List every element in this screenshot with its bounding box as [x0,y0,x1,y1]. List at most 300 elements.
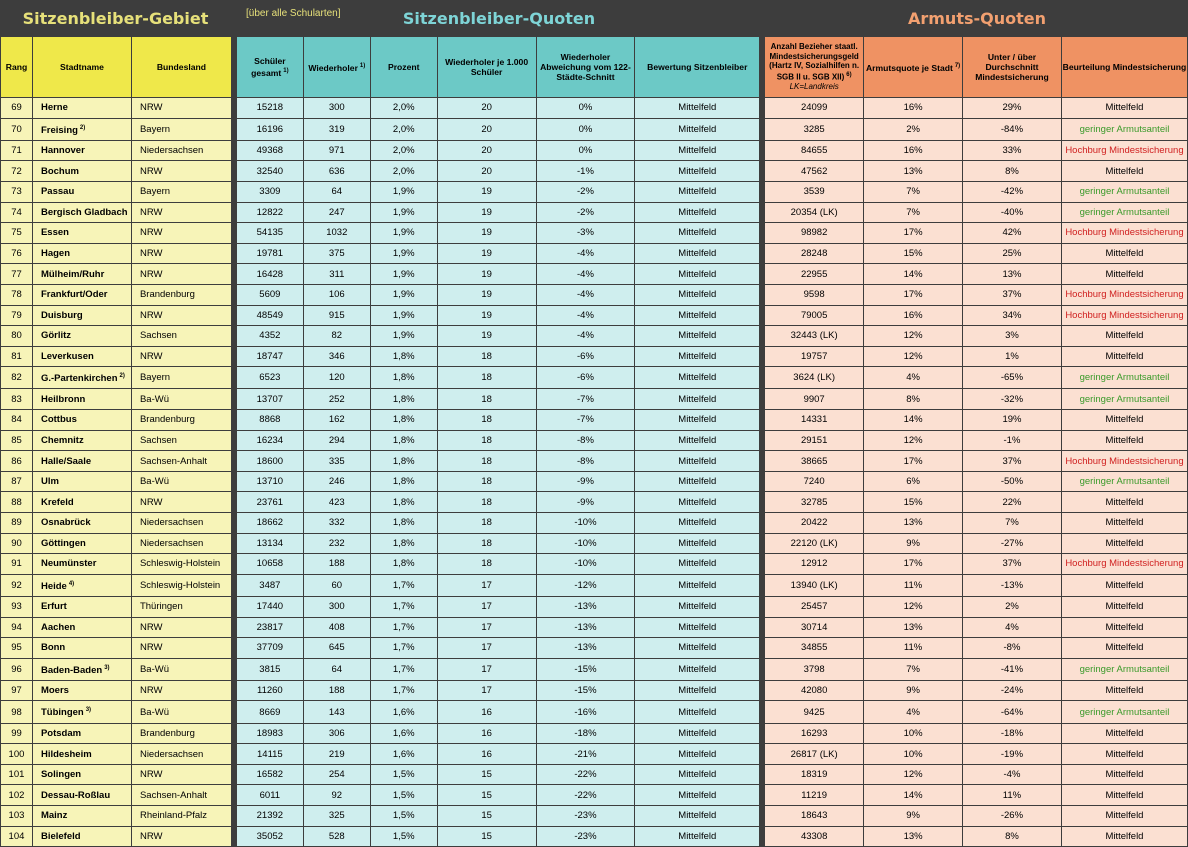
cell-unter-ueber: 34% [963,305,1062,326]
cell-beurteilung: Mittelfeld [1061,596,1187,617]
cell-unter-ueber: -26% [963,806,1062,827]
cell-bundesland: Schleswig-Holstein [131,554,231,575]
cell-unter-ueber: 25% [963,243,1062,264]
cell-stadtname [32,140,131,161]
table-row [1,554,1188,575]
cell-beurteilung: Mittelfeld [1061,723,1187,744]
cell-abweichung: -4% [536,264,635,285]
cell-je1000: 17 [437,574,536,596]
cell-beurteilung: Mittelfeld [1061,98,1187,119]
cell-stadtname [32,492,131,513]
cell-abweichung: -18% [536,723,635,744]
cell-je1000: 19 [437,202,536,223]
table-row [1,451,1188,472]
cell-rang: 97 [1,680,33,701]
cell-prozent: 2,0% [370,98,437,119]
cell-abweichung: 0% [536,118,635,140]
cell-stadtname [32,596,131,617]
cell-bewertung: Mittelfeld [635,98,760,119]
cell-bundesland: Sachsen-Anhalt [131,451,231,472]
cell-bezieher: 43308 [765,826,864,847]
cell-prozent: 1,8% [370,492,437,513]
cell-rang: 103 [1,806,33,827]
cell-rang: 73 [1,181,33,202]
header-bezieher: Anzahl Bezieher staatl. Mindestsicherungsgeld (Hartz IV, Sozialhilfen n. SGB II u. SGB XII) $^{6)}$ LK=Landkreis [765,37,864,98]
cell-bewertung: Mittelfeld [635,140,760,161]
table-row [1,223,1188,244]
cell-je1000: 15 [437,826,536,847]
cell-beurteilung: Mittelfeld [1061,264,1187,285]
title-sitzenbleiber: Sitzenbleiber-Quoten [402,9,596,28]
table-row [1,367,1188,389]
cell-prozent: 2,0% [370,161,437,182]
cell-abweichung: -10% [536,554,635,575]
table-row [1,161,1188,182]
cell-je1000: 18 [437,492,536,513]
header-beurteilung: Beurteilung Mindestsicherung [1061,37,1187,98]
cell-armutsquote: 14% [864,264,963,285]
cell-schueler: 8669 [236,701,303,723]
cell-armutsquote: 15% [864,492,963,513]
cell-abweichung: -10% [536,513,635,534]
footnote-marker: 3) [104,664,110,671]
cell-rang: 94 [1,617,33,638]
header-rang: Rang [1,37,33,98]
cell-prozent: 1,7% [370,680,437,701]
stadtname-text: Tübingen [40,707,84,719]
table-row [1,202,1188,223]
cell-je1000: 19 [437,326,536,347]
cell-je1000: 15 [437,806,536,827]
cell-unter-ueber: 3% [963,326,1062,347]
cell-armutsquote: 10% [864,723,963,744]
cell-wiederholer: 82 [303,326,370,347]
cell-bezieher: 29151 [765,430,864,451]
cell-stadtname [32,744,131,765]
stadtname-text: Halle/Saale [40,455,92,467]
cell-je1000: 17 [437,596,536,617]
cell-wiederholer: 311 [303,264,370,285]
cell-prozent: 1,8% [370,430,437,451]
cell-rang: 81 [1,346,33,367]
cell-stadtname [32,680,131,701]
cell-armutsquote: 4% [864,701,963,723]
stadtname-text: Mülheim/Ruhr [40,268,105,280]
cell-beurteilung: geringer Armutsanteil [1061,202,1187,223]
cell-prozent: 1,5% [370,806,437,827]
cell-abweichung: -1% [536,161,635,182]
cell-bezieher: 20354 (LK) [765,202,864,223]
cell-rang: 98 [1,701,33,723]
cell-prozent: 1,8% [370,389,437,410]
cell-armutsquote: 14% [864,785,963,806]
cell-armutsquote: 11% [864,574,963,596]
table-row [1,181,1188,202]
cell-beurteilung: Mittelfeld [1061,533,1187,554]
cell-prozent: 1,6% [370,701,437,723]
cell-bewertung: Mittelfeld [635,410,760,431]
cell-bewertung: Mittelfeld [635,264,760,285]
stadtname-text: Hildesheim [40,748,92,760]
cell-unter-ueber: -42% [963,181,1062,202]
cell-wiederholer: 915 [303,305,370,326]
cell-bezieher: 28248 [765,243,864,264]
cell-je1000: 19 [437,305,536,326]
cell-prozent: 2,0% [370,118,437,140]
cell-schueler: 16582 [236,764,303,785]
cell-abweichung: -23% [536,826,635,847]
cell-je1000: 20 [437,161,536,182]
cell-unter-ueber: -65% [963,367,1062,389]
cell-wiederholer: 528 [303,826,370,847]
cell-armutsquote: 16% [864,98,963,119]
cell-beurteilung: Hochburg Mindestsicherung [1061,284,1187,305]
cell-rang: 88 [1,492,33,513]
cell-unter-ueber: -24% [963,680,1062,701]
cell-abweichung: -13% [536,617,635,638]
cell-abweichung: -22% [536,785,635,806]
cell-bewertung: Mittelfeld [635,617,760,638]
cell-bundesland: Bayern [131,367,231,389]
cell-armutsquote: 13% [864,513,963,534]
table-body [1,98,1188,847]
stadtname-text: Ulm [40,476,59,488]
cell-wiederholer: 247 [303,202,370,223]
cell-armutsquote: 12% [864,326,963,347]
cell-stadtname [32,723,131,744]
table-row [1,346,1188,367]
cell-rang: 72 [1,161,33,182]
header-armutsquote: Armutsquote je Stadt $^{7)}$ [864,37,963,98]
cell-wiederholer: 254 [303,764,370,785]
cell-wiederholer: 1032 [303,223,370,244]
cell-stadtname [32,701,131,723]
cell-schueler: 15218 [236,98,303,119]
cell-bewertung: Mittelfeld [635,346,760,367]
stadtname-text: Moers [40,685,69,697]
cell-armutsquote: 6% [864,471,963,492]
cell-beurteilung: geringer Armutsanteil [1061,471,1187,492]
footnote-marker: 4) [68,580,75,587]
cell-bundesland: Sachsen-Anhalt [131,785,231,806]
cell-armutsquote: 13% [864,826,963,847]
cell-rang: 95 [1,638,33,659]
cell-rang: 69 [1,98,33,119]
cell-bundesland: Ba-Wü [131,389,231,410]
cell-bezieher: 9425 [765,701,864,723]
cell-wiederholer: 252 [303,389,370,410]
cell-unter-ueber: 37% [963,451,1062,472]
cell-armutsquote: 8% [864,389,963,410]
cell-bezieher: 32785 [765,492,864,513]
cell-stadtname [32,181,131,202]
cell-armutsquote: 7% [864,658,963,680]
cell-stadtname [32,806,131,827]
cell-beurteilung: Hochburg Mindestsicherung [1061,223,1187,244]
title-note: [über alle Schularten] [246,8,341,19]
cell-schueler: 13710 [236,471,303,492]
cell-bundesland: NRW [131,638,231,659]
cell-je1000: 20 [437,98,536,119]
stadtname-text: Hagen [40,248,71,260]
cell-beurteilung: Mittelfeld [1061,806,1187,827]
cell-prozent: 1,7% [370,574,437,596]
cell-abweichung: -3% [536,223,635,244]
cell-unter-ueber: -8% [963,638,1062,659]
cell-bundesland: NRW [131,202,231,223]
cell-je1000: 16 [437,723,536,744]
cell-armutsquote: 17% [864,451,963,472]
cell-wiederholer: 971 [303,140,370,161]
cell-unter-ueber: 1% [963,346,1062,367]
stadtname-text: Heide [40,580,67,592]
cell-wiederholer: 423 [303,492,370,513]
cell-stadtname [32,367,131,389]
cell-unter-ueber: 37% [963,554,1062,575]
cell-prozent: 1,9% [370,305,437,326]
cell-schueler: 16196 [236,118,303,140]
cell-bewertung: Mittelfeld [635,533,760,554]
cell-stadtname [32,389,131,410]
cell-armutsquote: 13% [864,161,963,182]
cell-wiederholer: 408 [303,617,370,638]
cell-prozent: 1,7% [370,617,437,638]
cell-bezieher: 98982 [765,223,864,244]
cell-stadtname [32,161,131,182]
cell-stadtname [32,513,131,534]
header-je1000: Wiederholer je 1.000 Schüler [437,37,536,98]
cell-beurteilung: Mittelfeld [1061,638,1187,659]
cell-prozent: 1,6% [370,744,437,765]
stadtname-text: Duisburg [40,309,83,321]
cell-rang: 99 [1,723,33,744]
cell-bezieher: 7240 [765,471,864,492]
cell-wiederholer: 300 [303,596,370,617]
cell-bundesland: NRW [131,826,231,847]
cell-bewertung: Mittelfeld [635,305,760,326]
cell-je1000: 18 [437,513,536,534]
cell-bundesland: Niedersachsen [131,533,231,554]
cell-bezieher: 25457 [765,596,864,617]
cell-bundesland: NRW [131,98,231,119]
cell-rang: 85 [1,430,33,451]
cell-bewertung: Mittelfeld [635,785,760,806]
cell-rang: 70 [1,118,33,140]
table-row [1,389,1188,410]
cell-prozent: 1,6% [370,723,437,744]
cell-unter-ueber: 8% [963,826,1062,847]
stadtname-text: Aachen [40,621,76,633]
cell-bundesland: NRW [131,305,231,326]
cell-abweichung: 0% [536,140,635,161]
cell-rang: 76 [1,243,33,264]
cell-bundesland: Schleswig-Holstein [131,574,231,596]
cell-prozent: 1,7% [370,596,437,617]
cell-prozent: 1,9% [370,264,437,285]
cell-prozent: 1,5% [370,764,437,785]
cell-bezieher: 20422 [765,513,864,534]
cell-wiederholer: 332 [303,513,370,534]
stadtname-text: Neumünster [40,558,97,570]
cell-bezieher: 18319 [765,764,864,785]
cell-stadtname [32,305,131,326]
stadtname-text: Bochum [40,165,79,177]
cell-stadtname [32,574,131,596]
cell-bewertung: Mittelfeld [635,118,760,140]
stadtname-text: Baden-Baden [40,664,103,676]
stadtname-text: Dessau-Roßlau [40,789,111,801]
cell-rang: 104 [1,826,33,847]
cell-bezieher: 3539 [765,181,864,202]
cell-rang: 89 [1,513,33,534]
cell-prozent: 1,9% [370,243,437,264]
cell-stadtname [32,533,131,554]
cell-bewertung: Mittelfeld [635,701,760,723]
cell-schueler: 32540 [236,161,303,182]
stadtname-text: Leverkusen [40,350,94,362]
cell-unter-ueber: -4% [963,764,1062,785]
cell-abweichung: -2% [536,202,635,223]
cell-schueler: 3815 [236,658,303,680]
table-row [1,284,1188,305]
cell-prozent: 1,8% [370,410,437,431]
cell-wiederholer: 106 [303,284,370,305]
cell-bezieher: 14331 [765,410,864,431]
cell-bewertung: Mittelfeld [635,492,760,513]
cell-stadtname [32,284,131,305]
cell-je1000: 20 [437,118,536,140]
cell-bezieher: 34855 [765,638,864,659]
table-row [1,492,1188,513]
cell-unter-ueber: -64% [963,701,1062,723]
cell-schueler: 6011 [236,785,303,806]
cell-rang: 102 [1,785,33,806]
stadtname-text: Solingen [40,769,82,781]
cell-abweichung: -23% [536,806,635,827]
cell-beurteilung: geringer Armutsanteil [1061,118,1187,140]
table-row [1,596,1188,617]
stadtname-text: Herne [40,102,68,114]
cell-unter-ueber: 22% [963,492,1062,513]
cell-bundesland: Ba-Wü [131,658,231,680]
cell-abweichung: -13% [536,596,635,617]
cell-wiederholer: 188 [303,554,370,575]
cell-wiederholer: 346 [303,346,370,367]
cell-unter-ueber: -13% [963,574,1062,596]
data-table [0,36,1188,847]
cell-unter-ueber: 2% [963,596,1062,617]
cell-je1000: 15 [437,785,536,806]
table-row [1,533,1188,554]
cell-bewertung: Mittelfeld [635,181,760,202]
cell-stadtname [32,471,131,492]
table-row [1,744,1188,765]
cell-beurteilung: Mittelfeld [1061,513,1187,534]
cell-je1000: 18 [437,451,536,472]
cell-bezieher: 22120 (LK) [765,533,864,554]
cell-prozent: 1,8% [370,471,437,492]
cell-bundesland: Sachsen [131,326,231,347]
cell-bewertung: Mittelfeld [635,638,760,659]
cell-bundesland: NRW [131,680,231,701]
cell-bezieher: 84655 [765,140,864,161]
header-unter-ueber: Unter / über Durchschnitt Mindestsicherung [963,37,1062,98]
cell-unter-ueber: 7% [963,513,1062,534]
cell-armutsquote: 10% [864,744,963,765]
cell-beurteilung: Mittelfeld [1061,764,1187,785]
header-schueler: Schüler gesamt $^{1)}$ [236,37,303,98]
cell-bezieher: 12912 [765,554,864,575]
header-prozent: Prozent [370,37,437,98]
cell-bewertung: Mittelfeld [635,389,760,410]
cell-beurteilung: geringer Armutsanteil [1061,367,1187,389]
cell-prozent: 1,8% [370,554,437,575]
cell-beurteilung: geringer Armutsanteil [1061,181,1187,202]
cell-bundesland: Niedersachsen [131,744,231,765]
cell-je1000: 18 [437,410,536,431]
cell-beurteilung: Hochburg Mindestsicherung [1061,451,1187,472]
cell-schueler: 13134 [236,533,303,554]
stadtname-text: Hannover [40,145,85,157]
cell-stadtname [32,658,131,680]
cell-stadtname [32,785,131,806]
cell-bundesland: Niedersachsen [131,140,231,161]
cell-je1000: 18 [437,471,536,492]
stadtname-text: Osnabrück [40,517,91,529]
cell-je1000: 19 [437,181,536,202]
cell-stadtname [32,554,131,575]
cell-stadtname [32,118,131,140]
cell-bewertung: Mittelfeld [635,243,760,264]
cell-prozent: 1,5% [370,785,437,806]
cell-bewertung: Mittelfeld [635,806,760,827]
cell-bezieher: 30714 [765,617,864,638]
cell-bezieher: 24099 [765,98,864,119]
cell-armutsquote: 11% [864,638,963,659]
cell-abweichung: -15% [536,658,635,680]
cell-unter-ueber: 37% [963,284,1062,305]
cell-wiederholer: 300 [303,98,370,119]
cell-je1000: 18 [437,367,536,389]
cell-bewertung: Mittelfeld [635,513,760,534]
cell-schueler: 3309 [236,181,303,202]
cell-armutsquote: 17% [864,284,963,305]
cell-abweichung: -12% [536,574,635,596]
cell-rang: 79 [1,305,33,326]
cell-prozent: 1,7% [370,638,437,659]
cell-stadtname [32,98,131,119]
cell-rang: 96 [1,658,33,680]
cell-abweichung: -4% [536,243,635,264]
cell-schueler: 5609 [236,284,303,305]
cell-je1000: 17 [437,680,536,701]
stadtname-text: Krefeld [40,496,74,508]
cell-beurteilung: Mittelfeld [1061,346,1187,367]
cell-bewertung: Mittelfeld [635,223,760,244]
table-row [1,410,1188,431]
cell-abweichung: -13% [536,638,635,659]
cell-abweichung: -7% [536,410,635,431]
cell-schueler: 3487 [236,574,303,596]
stadtname-text: Görlitz [40,330,72,342]
cell-schueler: 16428 [236,264,303,285]
cell-wiederholer: 64 [303,658,370,680]
cell-je1000: 15 [437,764,536,785]
cell-unter-ueber: 42% [963,223,1062,244]
table-row [1,430,1188,451]
cell-je1000: 17 [437,617,536,638]
cell-wiederholer: 219 [303,744,370,765]
